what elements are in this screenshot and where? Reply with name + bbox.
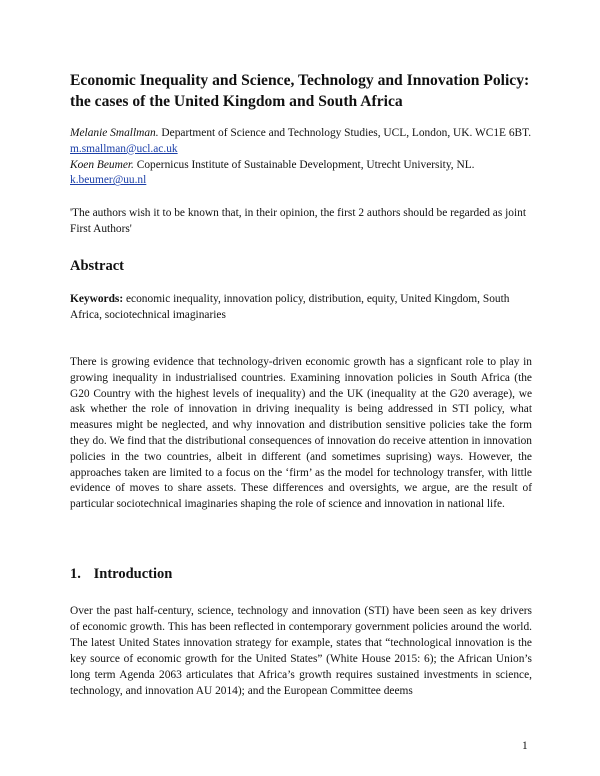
author-email-link[interactable]: k.beumer@uu.nl (70, 174, 147, 187)
keywords-text: economic inequality, innovation policy, distribution, equity, United Kingdom, South Africa, sociotechnical imaginaries (70, 293, 510, 321)
section-heading (70, 566, 172, 583)
keywords (70, 292, 540, 324)
author-affiliation: Copernicus Institute of Sustainable Development, Utrecht University, NL. (133, 158, 475, 171)
section-title: Introduction (93, 566, 173, 582)
author-name: Koen Beumer. (70, 158, 134, 171)
author-block (70, 126, 540, 189)
page-number: 1 (522, 740, 528, 752)
paper-title: Economic Inequality and Science, Technology and Innovation Policy: the cases of the United Kingdom and South Africa (70, 72, 530, 110)
section-number: 1. (70, 566, 81, 582)
abstract-heading: Abstract (70, 258, 124, 274)
author-entry (70, 158, 540, 190)
authors-note: 'The authors wish it to be known that, in their opinion, the first 2 authors should be regarded as joint First Authors' (70, 207, 527, 235)
author-email-link[interactable]: m.smallman@ucl.ac.uk (70, 142, 178, 155)
author-affiliation: Department of Science and Technology Studies, UCL, London, UK. WC1E 6BT. (158, 127, 532, 139)
author-entry (70, 126, 540, 158)
keywords-label: Keywords: (70, 293, 124, 305)
introduction-body: Over the past half-century, science, technology and innovation (STI) have been seen as key drivers of economic growth. This has been reflected in contemporary government policies around the world. The latest United States innovation strategy for example, states that “technological innovation is the key source of economic growth for the United States” (White House 2015: 6); the African Union’s long term Agenda 2063 articulates that Africa’s growth requires sustained investments in science, technology, and innovation AU 2014); and the European Committee deems (70, 605, 532, 697)
author-name: Melanie Smallman. (70, 127, 159, 139)
abstract-body: There is growing evidence that technology-driven economic growth has a signficant role to play in growing inequality in industrialised countries. Examining innovation policies in South Africa (the G20 Country with the highest levels of inequality) and the UK (inequality at the G20 average), we ask whether the role of innovation in driving inequality is being addressed in STI policy, what measures might be neglected, and why innovation and distribution sensitive policies take the form they do. We find that the distributional consequences of innovation do receive attention in innovation policies in the two countries, albeit in different (and sometimes suprising) ways. However, the approaches taken are limited to a focus on the ‘firm’ as the model for technology transfer, with little evidence of moves to share assets. These differences and oversights, we argue, are the result of particular sociotechnical imaginaries shaping the role of science and innovation in national life. (70, 356, 532, 511)
